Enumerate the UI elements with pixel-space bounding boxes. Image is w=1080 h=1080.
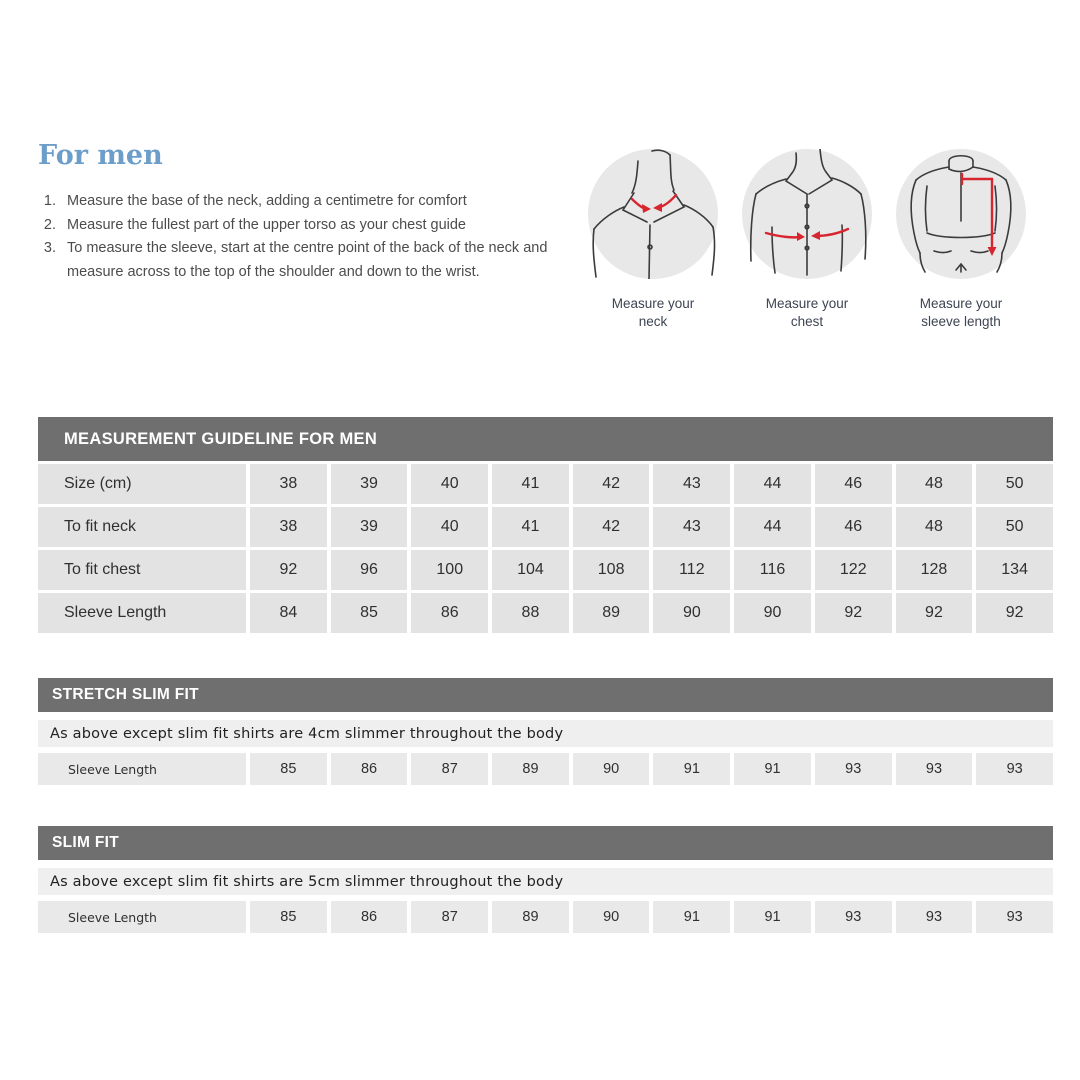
figure-sleeve — [884, 149, 1038, 331]
value-cell: 50 — [976, 507, 1053, 547]
value-cell: 48 — [896, 464, 973, 504]
value-cell: 43 — [653, 507, 730, 547]
value-cell: 93 — [976, 753, 1053, 785]
value-cell: 93 — [896, 901, 973, 933]
value-cell: 38 — [250, 464, 327, 504]
value-cell: 91 — [734, 901, 811, 933]
slim-fit-header: SLIM FIT — [38, 826, 1053, 860]
measurement-table-body — [38, 464, 1053, 633]
row-label: Sleeve Length — [38, 753, 246, 785]
value-cell: 85 — [250, 753, 327, 785]
value-cell: 88 — [492, 593, 569, 633]
value-cell: 96 — [331, 550, 408, 590]
value-cell: 92 — [250, 550, 327, 590]
value-cell: 90 — [734, 593, 811, 633]
chest-measure-illustration-icon — [742, 149, 872, 279]
value-cell: 92 — [976, 593, 1053, 633]
value-cell: 86 — [331, 901, 408, 933]
value-cell: 41 — [492, 464, 569, 504]
value-cell: 39 — [331, 464, 408, 504]
page-title: For men — [38, 140, 163, 171]
measurement-guideline-section — [38, 417, 1053, 633]
value-cell: 86 — [331, 753, 408, 785]
value-cell: 86 — [411, 593, 488, 633]
value-cell: 93 — [976, 901, 1053, 933]
value-cell: 84 — [250, 593, 327, 633]
value-cell: 90 — [653, 593, 730, 633]
value-cell: 122 — [815, 550, 892, 590]
neck-measure-illustration-icon — [588, 149, 718, 279]
value-cell: 87 — [411, 901, 488, 933]
instruction-text: Measure the fullest part of the upper torso as your chest guide — [67, 216, 466, 233]
slim-fit-table-body — [38, 901, 1053, 933]
value-cell: 89 — [492, 901, 569, 933]
value-cell: 93 — [896, 753, 973, 785]
row-label: Sleeve Length — [38, 593, 246, 633]
value-cell: 91 — [653, 901, 730, 933]
value-cell: 90 — [573, 753, 650, 785]
value-cell: 116 — [734, 550, 811, 590]
value-cell: 90 — [573, 901, 650, 933]
row-label: To fit chest — [38, 550, 246, 590]
stretch-slim-fit-section — [38, 678, 1053, 785]
value-cell: 93 — [815, 753, 892, 785]
figure-caption: Measure your chest — [765, 296, 849, 329]
value-cell: 91 — [653, 753, 730, 785]
figure-caption: Measure your sleeve length — [919, 296, 1003, 329]
value-cell: 93 — [815, 901, 892, 933]
figure-chest — [730, 149, 884, 331]
value-cell: 85 — [331, 593, 408, 633]
value-cell: 128 — [896, 550, 973, 590]
value-cell: 42 — [573, 464, 650, 504]
value-cell: 39 — [331, 507, 408, 547]
value-cell: 92 — [896, 593, 973, 633]
row-label: To fit neck — [38, 507, 246, 547]
instruction-number: 1. — [43, 193, 56, 209]
stretch-slim-fit-note: As above except slim fit shirts are 4cm slimmer throughout the body — [38, 720, 1053, 747]
instruction-text: To measure the sleeve, start at the centre point of the back of the neck and measure across to the top of the shoulder and down to the wrist. — [67, 240, 548, 280]
value-cell: 40 — [411, 464, 488, 504]
value-cell: 100 — [411, 550, 488, 590]
figure-neck — [576, 149, 730, 331]
measurement-table-header: MEASUREMENT GUIDELINE FOR MEN — [38, 417, 1053, 461]
value-cell: 92 — [815, 593, 892, 633]
measurement-figures — [576, 149, 1038, 331]
instruction-item — [38, 237, 562, 284]
value-cell: 91 — [734, 753, 811, 785]
value-cell: 38 — [250, 507, 327, 547]
value-cell: 89 — [492, 753, 569, 785]
value-cell: 46 — [815, 507, 892, 547]
stretch-slim-fit-table-body — [38, 753, 1053, 785]
slim-fit-section — [38, 826, 1053, 933]
value-cell: 50 — [976, 464, 1053, 504]
slim-fit-note: As above except slim fit shirts are 5cm slimmer throughout the body — [38, 868, 1053, 895]
sleeve-measure-illustration-icon — [896, 149, 1026, 279]
instruction-number: 3. — [43, 240, 56, 256]
value-cell: 108 — [573, 550, 650, 590]
row-label: Size (cm) — [38, 464, 246, 504]
value-cell: 48 — [896, 507, 973, 547]
value-cell: 42 — [573, 507, 650, 547]
instructions-list — [38, 190, 562, 284]
value-cell: 46 — [815, 464, 892, 504]
value-cell: 89 — [573, 593, 650, 633]
intro-block — [38, 140, 562, 284]
instruction-text: Measure the base of the neck, adding a centimetre for comfort — [67, 193, 467, 209]
instruction-number: 2. — [43, 216, 56, 233]
instruction-item — [38, 214, 562, 238]
value-cell: 40 — [411, 507, 488, 547]
value-cell: 85 — [250, 901, 327, 933]
value-cell: 104 — [492, 550, 569, 590]
value-cell: 112 — [653, 550, 730, 590]
stretch-slim-fit-header: STRETCH SLIM FIT — [38, 678, 1053, 712]
row-label: Sleeve Length — [38, 901, 246, 933]
value-cell: 44 — [734, 464, 811, 504]
value-cell: 134 — [976, 550, 1053, 590]
value-cell: 44 — [734, 507, 811, 547]
value-cell: 43 — [653, 464, 730, 504]
figure-caption: Measure your neck — [611, 296, 695, 329]
value-cell: 87 — [411, 753, 488, 785]
instruction-item — [38, 190, 562, 214]
value-cell: 41 — [492, 507, 569, 547]
